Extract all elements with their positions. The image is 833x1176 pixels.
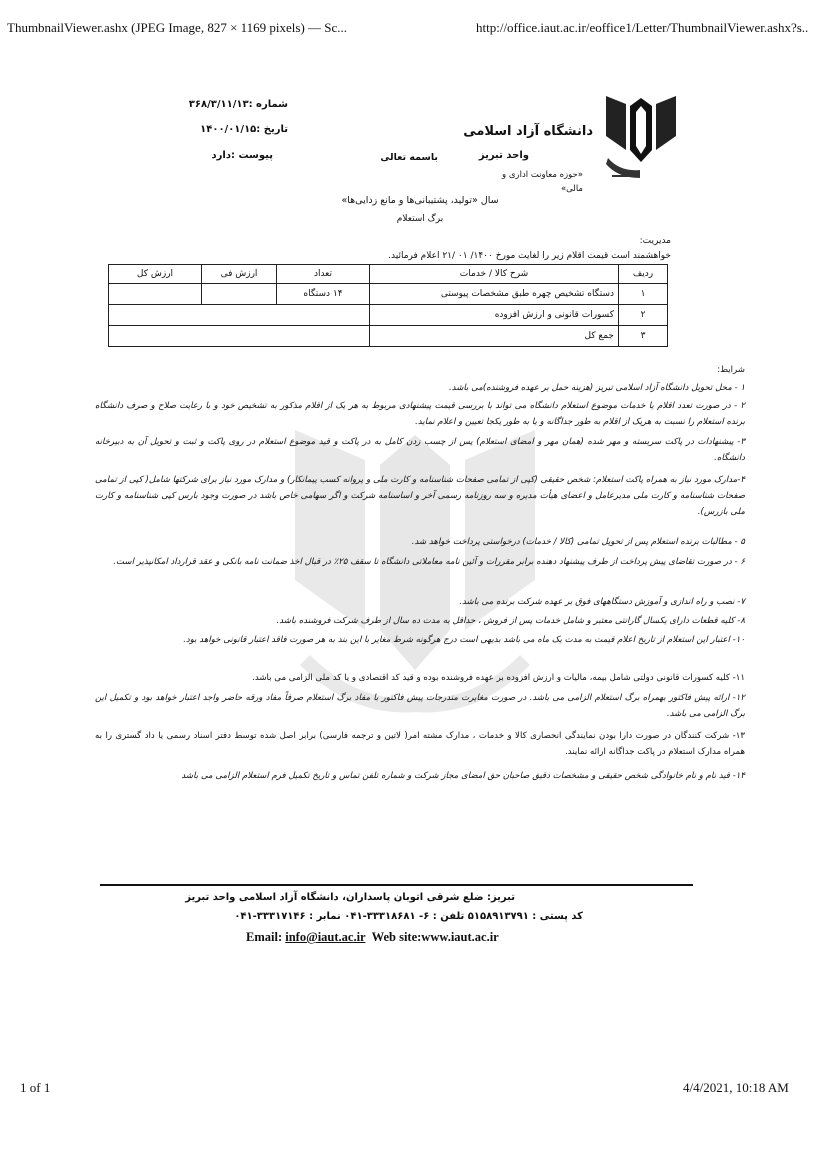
condition-item: ۴-مدارک مورد نیاز به همراه پاکت استعلام: شخص حقیقی (کپی از تمامی صفحات شناسنامه و کارت ملی و پروانه کسب پیمانکار) و مدارک مورد نیاز برای شرکتها شامل( کپی از تمامی صفحات شناسنامه و کارت ملی مدیرعامل و اعضای هیأت مدیره و سه روزنامه رسمی آخر و اساسنامه شرکت و اگر سهامی خاص باشد در صورت وجود بارس کپی شناسنامه و کارت ملی بازرس). (95, 475, 745, 517)
condition-item: ۱۳- شرکت کنندگان در صورت دارا بودن نمایندگی انحصاری کالا و خدمات ، مدارک مشته امر( لاتین و ترجمه فارسی) برابر اصل شده توسط دفتر اسناد رسمی یا داد گستری را به همراه مدارک استعلام در پاکت جداگانه ارائه نمایند. (95, 731, 745, 757)
department-name: «حوزه معاونت اداری و مالی» (502, 170, 583, 194)
condition-item: ۶ - در صورت تقاضای پیش پرداخت از طرف پیشنهاد دهنده برابر مقررات و آئین نامه معاملاتی دانشگاه تا سقف ۲۵٪ در قبال اخذ ضمانت نامه بانکی و عقد قرارداد امکانپذیر است. (113, 557, 745, 567)
row-value (109, 326, 370, 347)
row-index: ۲ (619, 305, 668, 326)
table-header-cell: تعداد (277, 265, 370, 284)
row-unit-price (202, 284, 277, 305)
table-header-cell: ردیف (619, 265, 668, 284)
email-link[interactable]: info@iaut.ac.ir (285, 930, 366, 944)
row-description: جمع کل (370, 326, 619, 347)
salutation: باسمه تعالی (380, 152, 438, 163)
condition-item: ۵ - مطالبات برنده استعلام پس از تحویل تمامی (کالا / خدمات) درخواستی پرداخت خواهد شد. (411, 537, 745, 547)
row-index: ۳ (619, 326, 668, 347)
table-header-row (109, 265, 668, 284)
condition-item: ۸- کلیه قطعات دارای یکسال گارانتی معتبر و شامل خدمات پس از فروش ، حداقل به مدت ده سال از طرف شرکت فروشنده باشد. (276, 616, 745, 626)
year-slogan: سال «تولید، پشتیبانی‌ها و مانع زدایی‌ها» (341, 195, 499, 206)
university-logo-icon (600, 92, 682, 184)
condition-item: ۱۰- اعتبار این استعلام از تاریخ اعلام قیمت به مدت یک ماه می باشد بدیهی است درج هرگونه شرط مغایر با این بند به هر صورت فاقد اعتبار قانونی خواهد بود. (183, 635, 745, 645)
attachment-status: پیوست :دارد (211, 150, 273, 161)
footer-contact: کد پستی : ۵۱۵۸۹۱۳۷۹۱ تلفن : ۶- ۳۳۳۱۸۶۸۱-۰۴۱ نمابر : ۳۳۳۱۷۱۴۶-۰۴۱ (234, 911, 583, 922)
browser-url: http://office.iaut.ac.ir/eoffice1/Letter/ThumbnailViewer.ashx?s.. (476, 20, 809, 35)
row-total-price (109, 284, 202, 305)
condition-item: ۱۱- کلیه کسورات قانونی دولتی شامل بیمه، مالیات و ارزش افزوده بر عهده فروشنده بوده و قید کد اقتصادی و یا کد ملی الزامی می باشد. (252, 673, 745, 683)
row-quantity: ۱۴ دستگاه (277, 284, 370, 305)
browser-tab-title: ThumbnailViewer.ashx (JPEG Image, 827 × 1169 pixels) — Sc... (7, 20, 348, 35)
branch-name: واحد تبریز (478, 150, 529, 161)
row-description: کسورات قانونی و ارزش افزوده (370, 305, 619, 326)
footer-address: تبریز: ضلع شرقی اتوبان پاسداران، دانشگاه آزاد اسلامی واحد تبریز (185, 892, 515, 903)
email-label: Email: (246, 930, 283, 944)
conditions-heading: شرایط: (717, 365, 745, 375)
table-header-cell: ارزش کل (109, 265, 202, 284)
condition-item: ۲ - در صورت تعدد اقلام یا خدمات موضوع استعلام دانشگاه می تواند با بررسی قیمت پیشنهادی مربوط به هر یک از اقلام مذکور به تشخیص خود و با رعایت صلاح و صرف دانشگاه برنده استعلام را نسبت به هریک از اقلام به طور جداگانه و یا به طور یکجا تعیین و اعلام نماید. (95, 401, 745, 427)
letter-number: شماره :۳۶۸/۳/۱۱/۱۳ (188, 99, 288, 110)
condition-item: ۱۴- قید نام و نام خانوادگی شخص حقیقی و مشخصات دقیق صاحبان حق امضای مجاز شرکت و شماره تلفن تماس و تاریخ تکمیل فرم استعلام الزامی می باشد (181, 771, 745, 781)
print-datetime: 4/4/2021, 10:18 AM (683, 1080, 789, 1095)
row-description: دستگاه تشخیص چهره طبق مشخصات پیوستی (370, 284, 619, 305)
greeting: مدیریت: (639, 236, 671, 246)
table-header-cell: ارزش فی (202, 265, 277, 284)
university-name: دانشگاه آزاد اسلامی (463, 124, 593, 139)
footer-divider (100, 884, 693, 886)
footer-email-line (246, 930, 499, 945)
web-label: Web site: (371, 930, 422, 944)
condition-item: ۳- پیشنهادات در پاکت سربسته و مهر شده (همان مهر و امضای استعلام) پس از چسب زدن کامل به در پاکت و قید موضوع استعلام در روی پاکت و ثبت و تحویل آن به دبیرخانه دانشگاه. (95, 437, 745, 463)
table-row (109, 326, 668, 347)
request-text: خواهشمند است قیمت اقلام زیر را لغایت مورخ ۱۴۰۰/ ۰۱ /۲۱ اعلام فرمائید. (388, 251, 671, 261)
table-header-cell: شرح کالا / خدمات (370, 265, 619, 284)
condition-item: ۱۲- ارائه پیش فاکتور بهمراه برگ استعلام الزامی می باشد. در صورت مغایرت مندرجات پیش فاکتور با مفاد برگ استعلام صرفاً مفاد ورقه حاضر واجد اعتبار خواهد بود و تکمیل این برگ الزامی می باشد. (95, 693, 745, 719)
condition-item: ۷- نصب و راه اندازی و آموزش دستگاههای فوق بر عهده شرکت برنده می باشد. (459, 597, 745, 607)
table-row (109, 305, 668, 326)
web-address[interactable]: www.iaut.ac.ir (421, 930, 499, 944)
condition-item: ۱ - محل تحویل دانشگاه آزاد اسلامی تبریز (هزینه حمل بر عهده فروشنده)می باشد. (448, 383, 745, 393)
table-row (109, 284, 668, 305)
page-count: 1 of 1 (20, 1080, 51, 1095)
letter-date: تاریخ :۱۴۰۰/۰۱/۱۵ (200, 124, 288, 135)
items-table (108, 264, 668, 347)
row-index: ۱ (619, 284, 668, 305)
row-value (109, 305, 370, 326)
form-title: برگ استعلام (396, 214, 444, 224)
